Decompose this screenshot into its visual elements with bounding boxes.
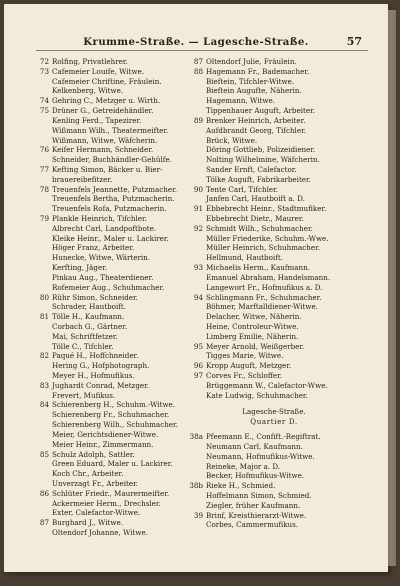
directory-entry xyxy=(189,481,359,491)
resident-entry: Schierenberg H., Schuhm.-Witwe. xyxy=(52,400,176,410)
directory-entry xyxy=(35,155,205,165)
directory-entry xyxy=(35,145,205,155)
resident-entry: Pinkau Aug., Theaterdiener. xyxy=(52,272,154,282)
house-number: 92 xyxy=(193,223,203,233)
directory-entry xyxy=(35,430,205,440)
directory-entry xyxy=(189,185,359,195)
resident-entry: Langewort Fr., Hofmufikus a. D. xyxy=(206,282,323,292)
directory-entry xyxy=(35,214,205,224)
resident-entry: Corbach G., Gärtner. xyxy=(52,321,128,331)
directory-entry xyxy=(35,479,205,489)
resident-entry: Corbes, Cammermufikus. xyxy=(206,520,299,530)
directory-entry xyxy=(35,391,205,401)
directory-entry xyxy=(189,194,359,204)
house-number: 83 xyxy=(39,380,49,390)
directory-entry xyxy=(35,57,205,67)
resident-entry: Wißmann, Witwe, Wäfcherin. xyxy=(52,135,158,145)
directory-entry xyxy=(35,450,205,460)
directory-entry xyxy=(189,96,359,106)
directory-entry xyxy=(35,77,205,87)
resident-entry: Heine, Controleur-Witwe. xyxy=(206,321,299,331)
resident-entry: Ebbebrecht Heinr., Stadtmufiker. xyxy=(206,204,327,214)
resident-entry: Schmidt Wilh., Schuhmacher. xyxy=(206,223,313,233)
directory-entry xyxy=(35,518,205,528)
resident-entry: Treuenfels Bertha, Putzmacherin. xyxy=(52,194,175,204)
resident-entry: Treuenfels Rofa, Putzmacherin. xyxy=(52,204,167,214)
resident-entry: Janfen Carl, Hautboift a. D. xyxy=(206,194,305,204)
directory-entry xyxy=(189,57,359,67)
directory-entry xyxy=(189,491,359,501)
header-rule xyxy=(36,50,368,51)
house-number: 87 xyxy=(193,57,203,66)
resident-entry: Jughardt Conrad, Metzger. xyxy=(52,380,150,390)
resident-entry: Kleike Heinr., Maler u. Lackirer. xyxy=(52,233,169,243)
directory-entry xyxy=(189,432,359,442)
directory-entry xyxy=(189,462,359,472)
resident-entry: Hoffelmann Simon, Schmied. xyxy=(206,490,312,500)
directory-entry xyxy=(35,312,205,322)
resident-entry: Tigges Marie, Witwe. xyxy=(206,351,284,361)
directory-entry xyxy=(35,371,205,381)
house-number: 90 xyxy=(193,184,203,194)
directory-entry xyxy=(35,273,205,283)
page-header xyxy=(4,4,388,50)
house-number: 77 xyxy=(39,164,49,174)
house-number: 93 xyxy=(193,263,203,273)
house-number: 85 xyxy=(39,449,49,459)
resident-entry: Bieftein, Tifchler-Witwe. xyxy=(206,76,295,86)
resident-entry: Brinf, Kreisthierarzt-Witwe. xyxy=(206,510,307,520)
house-number: 88 xyxy=(193,66,203,76)
resident-entry: Kelkenberg, Witwe. xyxy=(52,86,124,96)
directory-entry xyxy=(35,194,205,204)
directory-entry xyxy=(189,145,359,155)
directory-entry xyxy=(35,351,205,361)
directory-entry xyxy=(35,204,205,214)
directory-entry xyxy=(35,234,205,244)
resident-entry: Albrecht Carl, Landpoftbote. xyxy=(52,223,157,233)
directory-entry xyxy=(189,361,359,371)
directory-entry xyxy=(189,214,359,224)
directory-entry xyxy=(189,302,359,312)
resident-entry: Paqué H., Hoffchneider. xyxy=(52,351,139,361)
resident-entry: Meier, Gerichtsdiener-Witwe. xyxy=(52,429,159,439)
resident-entry: Brüggemann W., Calefactor-Wwe. xyxy=(206,380,328,390)
resident-entry: Corves Fr., Schloffer. xyxy=(206,371,283,380)
directory-entry xyxy=(35,67,205,77)
directory-entry xyxy=(189,165,359,175)
directory-entry xyxy=(189,86,359,96)
house-number: 86 xyxy=(39,488,49,498)
directory-entry xyxy=(35,469,205,479)
resident-entry: Müller Heinrich, Schuhmacher. xyxy=(206,243,320,253)
directory-entry xyxy=(189,224,359,234)
resident-entry: Böhmer, Marftalldiener-Witwe. xyxy=(206,302,318,312)
house-number: 79 xyxy=(39,214,49,223)
directory-entry xyxy=(35,381,205,391)
house-number: 39 xyxy=(193,510,203,520)
resident-entry: Schulz Adolph, Sattler. xyxy=(52,449,135,459)
directory-entry xyxy=(189,263,359,273)
house-number: 94 xyxy=(193,292,203,302)
resident-entry: Hagemann Fr., Bademacher. xyxy=(206,66,310,76)
resident-entry: Oltendorf Johanne, Witwe. xyxy=(52,528,148,537)
resident-entry: Reineke, Major a. D. xyxy=(206,461,281,471)
directory-entry xyxy=(189,442,359,452)
directory-entry xyxy=(35,342,205,352)
directory-entry xyxy=(35,106,205,116)
directory-entry xyxy=(35,126,205,136)
resident-entry: Koch Chr., Arbeiter. xyxy=(52,469,124,479)
directory-entry xyxy=(35,185,205,195)
resident-entry: Rolfing, Privatlehrer. xyxy=(52,57,128,66)
resident-entry: Kenling Ferd., Tapezirer. xyxy=(52,115,142,125)
directory-entry xyxy=(189,471,359,481)
directory-entry xyxy=(35,528,205,538)
house-number: 87 xyxy=(39,518,49,528)
directory-entry xyxy=(35,508,205,518)
resident-entry: Gehring C., Metzger u. Wirth. xyxy=(52,96,161,106)
directory-entry xyxy=(35,293,205,303)
resident-entry: Oltendorf Julie, Fräulein. xyxy=(206,57,297,66)
directory-entry xyxy=(189,342,359,352)
book-page xyxy=(4,4,388,572)
resident-entry: Emanuel Abraham, Handelsmann. xyxy=(206,272,331,282)
resident-entry: Schlingmann Fr., Schuhmacher. xyxy=(206,292,322,302)
directory-entry xyxy=(35,499,205,509)
resident-entry: Wißmann Wilh., Theatermeifter. xyxy=(52,125,169,135)
resident-entry: Aufdbrandt Georg, Tifchler. xyxy=(206,125,306,135)
directory-entry xyxy=(189,155,359,165)
resident-entry: Treuenfels Jeannette, Putzmacher. xyxy=(52,184,177,194)
resident-entry: Ziegler, früher Kaufmann. xyxy=(206,500,301,510)
resident-entry: Tente Carl, Tifchler. xyxy=(206,184,279,194)
directory-entry xyxy=(189,253,359,263)
resident-entry: Rühr Simon, Schneider. xyxy=(52,292,138,302)
resident-entry: Green Eduard, Maler u. Lackirer. xyxy=(52,459,173,469)
resident-entry: Frevert, Mufikus. xyxy=(52,390,116,400)
directory-entry xyxy=(35,322,205,332)
house-number: 97 xyxy=(193,371,203,380)
resident-entry: Tippenhauer Auguft, Arbeiter. xyxy=(206,106,315,116)
house-number: 96 xyxy=(193,361,203,371)
directory-entry xyxy=(189,511,359,521)
directory-entry xyxy=(35,283,205,293)
house-number: 80 xyxy=(39,292,49,302)
house-number: 38a xyxy=(189,432,203,442)
resident-entry: Hellmund, Hautboift. xyxy=(206,253,283,263)
resident-entry: Brenker Heinrich, Arbeiter. xyxy=(206,115,306,125)
directory-entry xyxy=(189,351,359,361)
directory-entry xyxy=(35,361,205,371)
house-number: 91 xyxy=(193,204,203,214)
resident-entry: Kerfting, Jäger. xyxy=(52,263,108,273)
house-number: 95 xyxy=(193,341,203,351)
resident-entry: Neumann, Hofmufikus-Witwe. xyxy=(206,451,315,461)
resident-entry: Becker, Hofmufikus-Witwe. xyxy=(206,471,305,481)
directory-entry xyxy=(35,253,205,263)
running-title: Krumme-Straße. — Lagesche-Straße. xyxy=(83,36,309,48)
resident-entry: Meier Heinr., Zimmermann. xyxy=(52,439,154,449)
page-number: 57 xyxy=(346,35,362,48)
resident-entry: Kropp Auguft, Metzger. xyxy=(206,361,292,371)
resident-entry: Cafemeier Louife, Witwe. xyxy=(52,66,145,76)
resident-entry: Pfeemann E., Confift.-Regiftrat. xyxy=(206,432,321,442)
resident-entry: Delacher, Witwe, Näherin. xyxy=(206,312,302,322)
resident-entry: Limberg Emilie, Näherin. xyxy=(206,331,299,341)
resident-entry: Keifer Hermann, Schneider. xyxy=(52,145,154,155)
directory-entry xyxy=(189,175,359,185)
directory-entry xyxy=(189,116,359,126)
resident-entry: Burghard J., Witwe. xyxy=(52,518,124,528)
house-number: 72 xyxy=(39,57,49,66)
directory-entry xyxy=(35,400,205,410)
directory-entry xyxy=(189,332,359,342)
resident-entry: Sander Ernft, Calefactor. xyxy=(206,164,297,174)
directory-entry xyxy=(189,381,359,391)
directory-entry xyxy=(35,116,205,126)
resident-entry: Höger Franz, Arbeiter. xyxy=(52,243,135,253)
resident-entry: Schierenberg Fr., Schuhmacher. xyxy=(52,410,170,420)
resident-entry: Mai, Schriftfetzer. xyxy=(52,331,118,341)
resident-entry: Döring Gottlieb, Polizeidiener. xyxy=(206,145,316,155)
house-number: 38b xyxy=(189,481,203,491)
directory-entry xyxy=(189,452,359,462)
directory-entry xyxy=(189,136,359,146)
resident-entry: Schrader, Hautboift. xyxy=(52,302,127,312)
resident-entry: Meyer Arnold, Weißgerber. xyxy=(206,341,305,351)
house-number: 81 xyxy=(39,312,49,322)
resident-entry: Schneider, Buchhändler-Gehülfe. xyxy=(52,155,172,165)
directory-entry xyxy=(189,312,359,322)
street-heading: Lagesche-Straße. xyxy=(242,407,306,417)
resident-entry: Drüner G., Getreidehändler. xyxy=(52,106,154,116)
resident-entry: brauereibefitzer. xyxy=(52,174,113,184)
directory-entry xyxy=(189,77,359,87)
directory-entry xyxy=(189,322,359,332)
directory-entry xyxy=(189,234,359,244)
directory-entry xyxy=(189,520,359,530)
directory-entry xyxy=(189,243,359,253)
directory-entry xyxy=(35,410,205,420)
directory-entry xyxy=(35,243,205,253)
directory-entry xyxy=(35,165,205,175)
resident-entry: Kefting Simon, Bäcker u. Bier- xyxy=(52,164,163,174)
house-number: 73 xyxy=(39,66,49,76)
resident-entry: Exter, Calefactor-Witwe. xyxy=(52,508,141,518)
resident-entry: Tölle H., Kaufmann. xyxy=(52,312,125,322)
directory-entry xyxy=(35,224,205,234)
directory-entry xyxy=(189,67,359,77)
resident-entry: Nolting Wilhelmine, Wäfcherin. xyxy=(206,155,320,165)
directory-entry xyxy=(189,293,359,303)
resident-entry: Michaelis Herm., Kaufmann. xyxy=(206,263,310,273)
resident-entry: Meyer H., Hofmufikus. xyxy=(52,371,135,380)
directory-entry xyxy=(35,96,205,106)
directory-entry xyxy=(35,332,205,342)
resident-entry: Tölke Auguft, Fabrikarbeiter. xyxy=(206,174,311,184)
directory-entry xyxy=(189,283,359,293)
resident-entry: Plankle Heinrich, Tifchler. xyxy=(52,214,147,223)
directory-entry xyxy=(189,106,359,116)
house-number: 75 xyxy=(39,106,49,116)
resident-entry: Hagemann, Witwe. xyxy=(206,96,276,106)
left-column xyxy=(35,57,205,538)
resident-entry: Brück, Witwe. xyxy=(206,135,258,145)
house-number: 78 xyxy=(39,184,49,194)
directory-entry xyxy=(35,136,205,146)
resident-entry: Schlüter Friedr., Maurermeifter. xyxy=(52,488,170,498)
resident-entry: Bieftein Augufte, Näherin. xyxy=(206,86,302,96)
directory-entry xyxy=(35,263,205,273)
resident-entry: Ebbebrecht Dietr., Maurer. xyxy=(206,214,304,223)
house-number: 84 xyxy=(39,400,49,410)
district-label: Quartier D. xyxy=(250,417,298,427)
resident-entry: Schierenberg Wilh., Schuhmacher. xyxy=(52,420,178,430)
resident-entry: Hering G., Hofphotograph. xyxy=(52,361,150,371)
resident-entry: Müller Friederike, Schuhm.-Wwe. xyxy=(206,233,329,243)
directory-entry xyxy=(189,204,359,214)
directory-entry xyxy=(189,501,359,511)
directory-entry xyxy=(35,302,205,312)
resident-entry: Cafemeier Chriftine, Fräulein. xyxy=(52,76,162,86)
resident-entry: Kate Ludwig, Schuhmacher. xyxy=(206,390,308,400)
directory-entry xyxy=(35,459,205,469)
directory-entry xyxy=(189,126,359,136)
directory-entry xyxy=(35,420,205,430)
page-edge xyxy=(388,10,396,566)
resident-entry: Hunecke, Witwe, Wärterin. xyxy=(52,253,151,263)
house-number: 82 xyxy=(39,351,49,361)
directory-entry xyxy=(189,273,359,283)
resident-entry: Unverzagt Fr., Arbeiter. xyxy=(52,478,139,488)
house-number: 89 xyxy=(193,115,203,125)
resident-entry: Neumann Carl, Kaufmann. xyxy=(206,441,303,451)
right-column xyxy=(189,57,359,530)
directory-entry xyxy=(35,489,205,499)
resident-entry: Rofemeier Aug., Schuhmacher. xyxy=(52,282,165,292)
directory-entry xyxy=(35,175,205,185)
house-number: 74 xyxy=(39,96,49,106)
resident-entry: Rieke H., Schmied. xyxy=(206,481,276,491)
directory-entry xyxy=(35,86,205,96)
directory-entry xyxy=(35,440,205,450)
directory-entry xyxy=(189,371,359,381)
house-number: 76 xyxy=(39,145,49,155)
resident-entry: Tölle C., Tifchler. xyxy=(52,341,114,351)
directory-entry xyxy=(189,391,359,401)
resident-entry: Ackermeier Herm., Drechsler. xyxy=(52,498,161,508)
